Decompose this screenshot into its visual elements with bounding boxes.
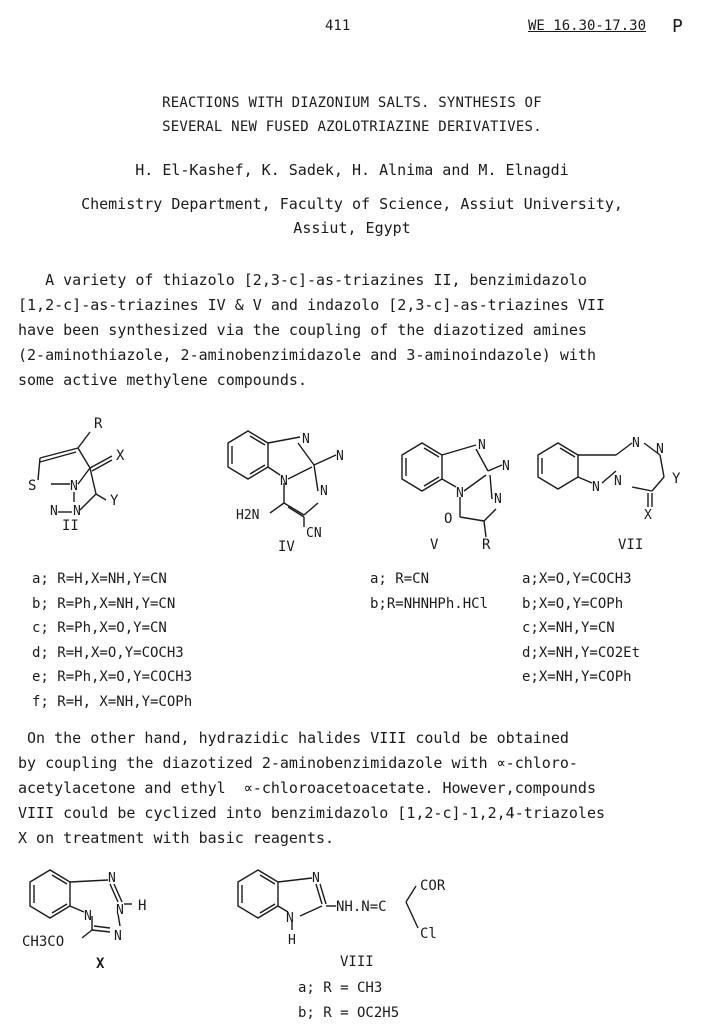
- affiliation-line-1: Chemistry Department, Faculty of Science, Assiut University,: [81, 195, 623, 213]
- substituent-row: b;R=NHNHPh.HCl: [370, 595, 489, 612]
- structure-X-drawing: [20, 866, 190, 976]
- structure-V: [392, 425, 522, 555]
- session-letter: P: [672, 16, 683, 37]
- VIII-atom-N: N: [312, 871, 320, 886]
- structure-VIII-label: VIII: [340, 954, 374, 970]
- V-atom-O: O: [444, 511, 453, 527]
- VII-atom-Y: Y: [672, 471, 681, 487]
- structure-X-label: X: [96, 956, 105, 972]
- substituent-row: d; R=H,X=O,Y=COCH3: [32, 644, 184, 661]
- V-atom-N: N: [456, 486, 464, 501]
- structure-X: [20, 866, 190, 976]
- structure-VII-label: VII: [618, 537, 644, 553]
- paragraph-line: X on treatment with basic reagents.: [18, 829, 335, 847]
- structure-VII-drawing: [532, 425, 692, 545]
- substituent-row: a;X=O,Y=COCH3: [522, 571, 632, 587]
- X-atom-N: N: [114, 929, 122, 944]
- structure-VII: [532, 425, 692, 553]
- substituent-row: f; R=H, X=NH,Y=COPh: [32, 693, 193, 710]
- II-atom-N: N: [70, 479, 78, 494]
- substituents-VII: [522, 567, 640, 690]
- IV-atom-NH2: H2N: [236, 508, 260, 523]
- X-atom-H: H: [138, 898, 147, 914]
- II-atom-N: N: [50, 504, 58, 519]
- paragraph-line: On the other hand, hydrazidic halides VIII could be obtained: [18, 729, 569, 747]
- VII-atom-X: X: [644, 508, 652, 523]
- structure-IV-drawing: [218, 415, 358, 555]
- substituent-row: a; R=H,X=NH,Y=CN: [32, 571, 167, 587]
- structure-V-drawing: [392, 425, 522, 555]
- paragraph-line: VIII could be cyclized into benzimidazolo [1,2-c]-1,2,4-triazoles: [18, 804, 605, 822]
- IV-atom-N: N: [302, 432, 310, 447]
- VII-atom-N: N: [614, 474, 622, 489]
- title-line-2: SEVERAL NEW FUSED AZOLOTRIAZINE DERIVATIVES.: [162, 119, 542, 135]
- paragraph-line: acetylacetone and ethyl ∝-chloroacetoacetate. However,compounds: [18, 779, 596, 797]
- V-atom-R: R: [482, 537, 491, 553]
- structure-VIII-drawing: [228, 862, 468, 952]
- session-code: WE 16.30-17.30: [528, 18, 647, 34]
- abstract-line: have been synthesized via the coupling of the diazotized amines: [18, 321, 587, 339]
- abstract-line: [1,2-c]-as-triazines IV & V and indazolo [2,3-c]-as-triazines VII: [18, 296, 605, 314]
- paragraph-2: [18, 726, 605, 851]
- affiliation-line-2: Assiut, Egypt: [293, 219, 411, 237]
- X-atom-acetyl: CH3CO: [22, 934, 65, 950]
- IV-atom-N: N: [320, 484, 328, 499]
- page-number: 411: [325, 18, 351, 34]
- abstract-line: A variety of thiazolo [2,3-c]-as-triazines II, benzimidazolo: [18, 271, 587, 289]
- II-atom-Y: Y: [110, 493, 119, 509]
- substituent-row: d;X=NH,Y=CO2Et: [522, 644, 641, 661]
- V-atom-N: N: [494, 492, 502, 507]
- substituent-row: b;X=O,Y=COPh: [522, 595, 624, 612]
- V-atom-N: N: [478, 438, 486, 453]
- structure-II-label: II: [62, 518, 79, 534]
- VII-atom-N: N: [632, 436, 640, 451]
- X-atom-N: N: [84, 909, 92, 924]
- IV-atom-CN: CN: [306, 526, 322, 541]
- VIII-atom-Cl: Cl: [420, 926, 437, 942]
- substituent-row: c;X=NH,Y=CN: [522, 620, 615, 636]
- substituent-row: a; R = CH3: [298, 980, 383, 996]
- structure-VIII: [228, 862, 468, 970]
- substituent-row: e; R=Ph,X=O,Y=COCH3: [32, 669, 193, 685]
- substituent-row: b; R = OC2H5: [298, 1004, 400, 1021]
- VII-atom-N: N: [656, 442, 664, 457]
- substituent-row: b; R=Ph,X=NH,Y=CN: [32, 595, 176, 612]
- VIII-atom-N: N: [286, 911, 294, 926]
- title-line-1: REACTIONS WITH DIAZONIUM SALTS. SYNTHESIS OF: [162, 95, 542, 111]
- VII-atom-N: N: [592, 480, 600, 495]
- II-atom-N: N: [73, 504, 81, 519]
- structure-V-label: V: [430, 537, 439, 553]
- authors: H. El-Kashef, K. Sadek, H. Alnima and M. Elnagdi: [135, 161, 569, 179]
- abstract: [18, 268, 605, 393]
- substituent-row: c; R=Ph,X=O,Y=CN: [32, 620, 167, 636]
- IV-atom-N: N: [280, 474, 288, 489]
- substituents-V: [370, 567, 488, 616]
- substituents-II: [32, 567, 192, 714]
- VIII-atom-H: H: [288, 933, 296, 948]
- substituent-row: a; R=CN: [370, 571, 430, 587]
- structure-IV-label: IV: [278, 539, 295, 555]
- substituents-VIII: [298, 976, 399, 1025]
- II-atom-S: S: [28, 478, 37, 494]
- II-atom-R: R: [94, 416, 103, 432]
- X-atom-N: N: [116, 903, 124, 918]
- VIII-atom-COR: COR: [420, 878, 446, 894]
- II-atom-X: X: [116, 448, 125, 464]
- V-atom-N: N: [502, 459, 510, 474]
- VIII-linker: NH.N=C: [336, 899, 387, 915]
- structure-II-drawing: [18, 410, 148, 550]
- structure-II: [18, 410, 148, 550]
- structure-IV: [218, 415, 358, 555]
- paragraph-line: by coupling the diazotized 2-aminobenzimidazole with ∝-chloro-: [18, 754, 578, 772]
- substituent-row: e;X=NH,Y=COPh: [522, 669, 632, 685]
- IV-atom-N: N: [336, 449, 344, 464]
- X-atom-N: N: [108, 871, 116, 886]
- abstract-line: (2-aminothiazole, 2-aminobenzimidazole and 3-aminoindazole) with: [18, 346, 596, 364]
- abstract-line: some active methylene compounds.: [18, 371, 307, 389]
